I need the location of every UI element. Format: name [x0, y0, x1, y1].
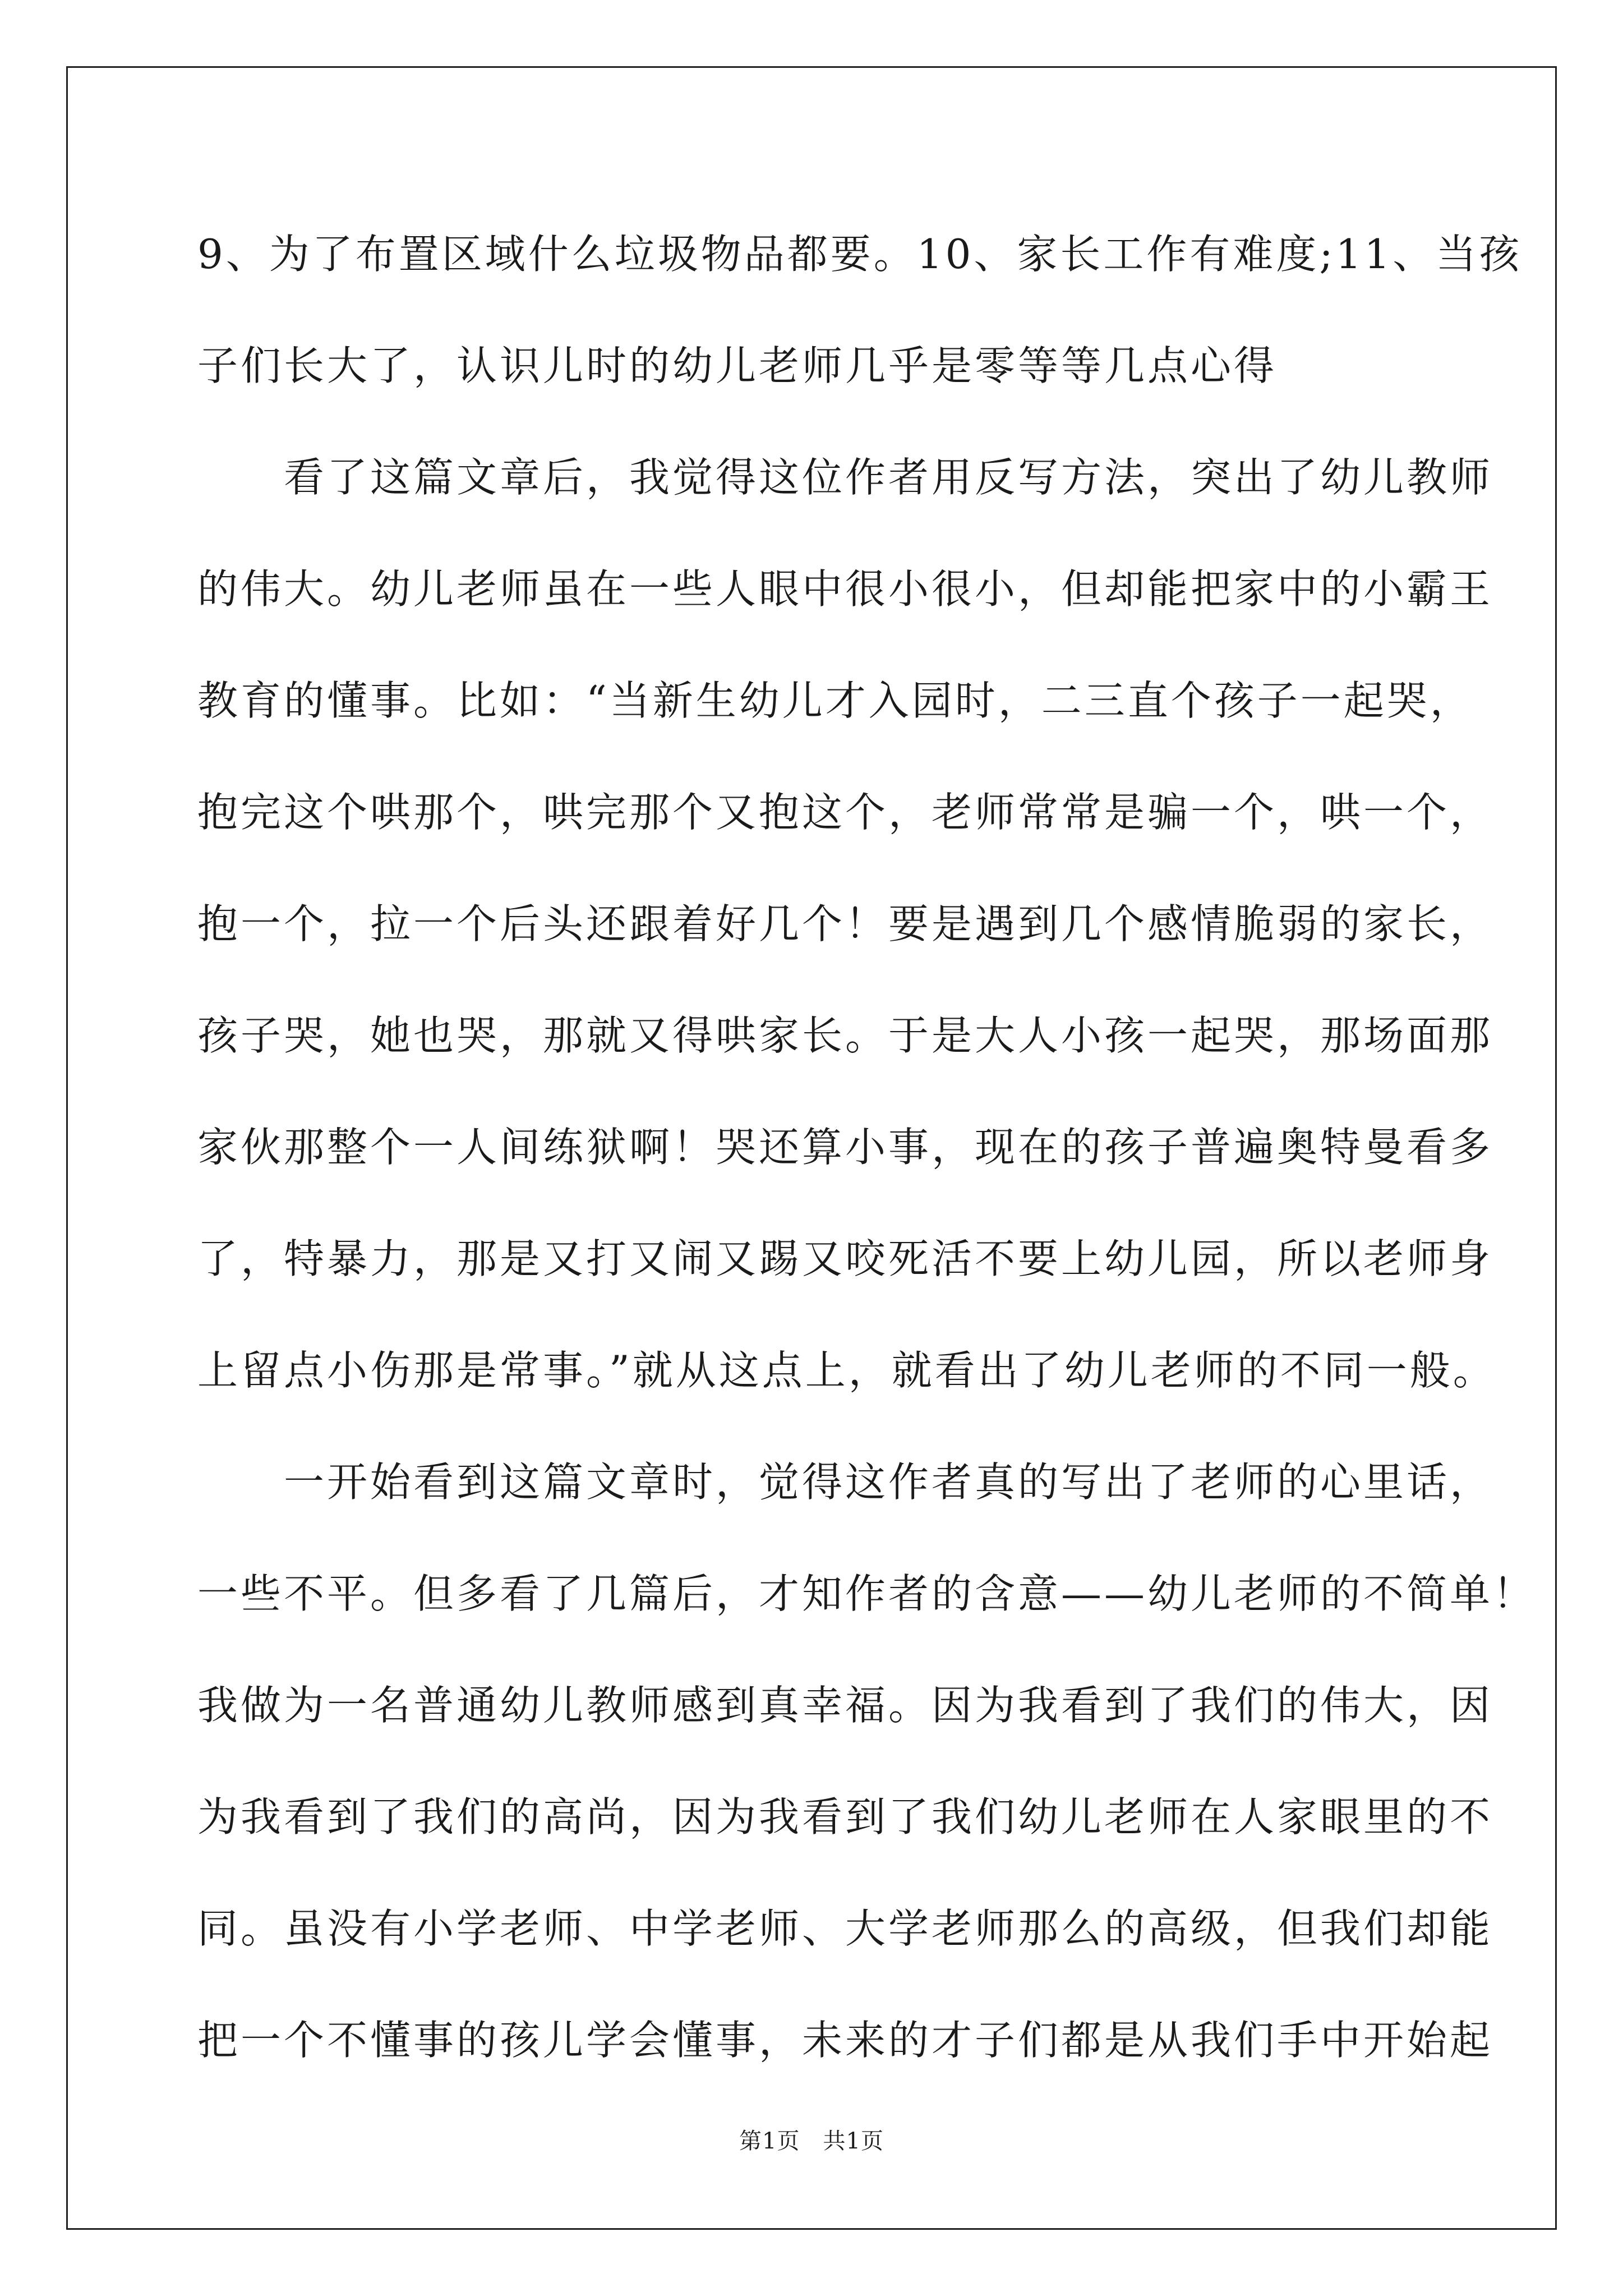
text-line: 一些不平。但多看了几篇后，才知作者的含意——幼儿老师的不简单！ — [197, 1570, 1537, 1617]
document-body — [197, 212, 1537, 2110]
text-line: 子们长大了，认识儿时的幼儿老师几乎是零等等几点心得 — [197, 342, 1278, 389]
text-line: 孩子哭，她也哭，那就又得哄家长。于是大人小孩一起哭，那场面那 — [197, 1012, 1493, 1059]
text-line: 的伟大。幼儿老师虽在一些人眼中很小很小，但却能把家中的小霸王 — [197, 565, 1493, 613]
page-footer: 第1页 共1页 — [739, 2128, 884, 2154]
text-line: 抱完这个哄那个，哄完那个又抱这个，老师常常是骗一个，哄一个， — [197, 789, 1493, 836]
text-line: 把一个不懂事的孩儿学会懂事，未来的才子们都是从我们手中开始起 — [197, 2017, 1493, 2064]
text-line: 我做为一名普通幼儿教师感到真幸福。因为我看到了我们的伟大，因 — [197, 1682, 1493, 1729]
text-line: 上留点小伤那是常事。”就从这点上，就看出了幼儿老师的不同一般。 — [197, 1347, 1496, 1394]
text-line: 教育的懂事。比如：“当新生幼儿才入园时，二三直个孩子一起哭， — [197, 677, 1473, 724]
text-line: 一开始看到这篇文章时，觉得这作者真的写出了老师的心里话， — [197, 1458, 1493, 1506]
text-line: 9、为了布置区域什么垃圾物品都要。10、家长工作有难度;11、当孩 — [197, 231, 1523, 278]
text-line: 抱一个，拉一个后头还跟着好几个！要是遇到几个感情脆弱的家长， — [197, 900, 1493, 947]
text-line: 同。虽没有小学老师、中学老师、大学老师那么的高级，但我们却能 — [197, 1905, 1493, 1952]
text-line: 家伙那整个一人间练狱啊！哭还算小事，现在的孩子普遍奥特曼看多 — [197, 1124, 1493, 1171]
text-line: 了，特暴力，那是又打又闹又踢又咬死活不要上幼儿园，所以老师身 — [197, 1235, 1493, 1282]
text-line: 为我看到了我们的高尚，因为我看到了我们幼儿老师在人家眼里的不 — [197, 1793, 1493, 1841]
text-line: 看了这篇文章后，我觉得这位作者用反写方法，突出了幼儿教师 — [197, 454, 1493, 501]
